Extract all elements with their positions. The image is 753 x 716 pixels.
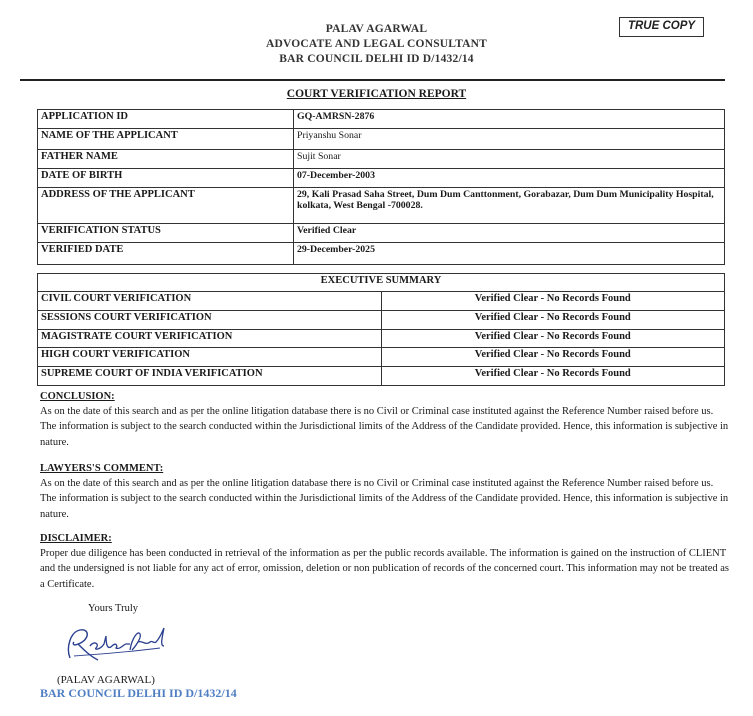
court-label: MAGISTRATE COURT VERIFICATION [38,330,382,348]
lawyers-comment-heading: LAWYERS'S COMMENT: [40,463,164,474]
court-label: SESSIONS COURT VERIFICATION [38,311,382,330]
table-row [38,188,725,224]
field-label: VERIFICATION STATUS [38,224,294,243]
field-value: Verified Clear [294,224,725,243]
disclaimer-section [40,531,730,592]
court-label: SUPREME COURT OF INDIA VERIFICATION [38,367,382,386]
conclusion-text: As on the date of this search and as per the online litigation database there is no Civil or Criminal case instituted against the Reference Number raised before us. The information is subject to the search conducted within the Jurisdictional limits of the Address of the Candidate provided. Hence, this information is subjective in nature. [40,406,729,448]
court-result: Verified Clear - No Records Found [381,292,725,311]
footer-bar-council-id: BAR COUNCIL DELHI ID D/1432/14 [40,686,237,700]
field-value: Sujit Sonar [294,150,725,169]
report-title: COURT VERIFICATION REPORT [286,88,467,100]
summary-heading: EXECUTIVE SUMMARY [38,274,725,292]
field-label: DATE OF BIRTH [38,169,294,188]
conclusion-section [40,389,730,450]
field-value: GQ-AMRSN-2876 [294,110,725,129]
court-result: Verified Clear - No Records Found [381,311,725,330]
table-row [38,150,725,169]
field-label: VERIFIED DATE [38,243,294,265]
field-label: FATHER NAME [38,150,294,169]
table-row [38,169,725,188]
signatory-name: (PALAV AGARWAL) [57,674,155,686]
lawyers-comment-section [40,461,730,522]
table-row [38,311,725,330]
handwritten-signature [60,620,170,666]
conclusion-heading: CONCLUSION: [40,391,115,402]
field-value: 07-December-2003 [294,169,725,188]
court-label: CIVIL COURT VERIFICATION [38,292,382,311]
true-copy-stamp: TRUE COPY [619,17,704,37]
table-row [38,367,725,386]
court-label: HIGH COURT VERIFICATION [38,348,382,367]
applicant-details-table [37,109,725,265]
header-divider [20,79,725,81]
field-label: NAME OF THE APPLICANT [38,129,294,150]
table-header-row [38,274,725,292]
table-row [38,330,725,348]
table-row [38,224,725,243]
field-label: APPLICATION ID [38,110,294,129]
table-row [38,348,725,367]
court-result: Verified Clear - No Records Found [381,348,725,367]
executive-summary-table [37,273,725,386]
court-result: Verified Clear - No Records Found [381,330,725,348]
field-value: Priyanshu Sonar [294,129,725,150]
field-value: 29-December-2025 [294,243,725,265]
table-row [38,292,725,311]
table-row [38,110,725,129]
field-value: 29, Kali Prasad Saha Street, Dum Dum Canttonment, Gorabazar, Dum Dum Municipality Hospital, kolkata, West Bengal -700028. [294,188,725,224]
lawyers-comment-text: As on the date of this search and as per the online litigation database there is no Civil or Criminal case instituted against the Reference Number raised before us. The information is subject to the search conducted within the Jurisdictional limits of the Address of the Candidate provided. Hence, this information is subjective in nature. [40,478,729,520]
table-row [38,243,725,265]
advocate-name: PALAV AGARWAL [325,23,428,35]
disclaimer-text: Proper due diligence has been conducted in retrieval of the information as per the public records available. The information is gained on the instruction of CLIENT and the undersigned is not liable for any act of error, omission, deletion or non publication of records of the concerned court. This information may not be treated as a Certificate. [40,548,729,590]
advocate-title: ADVOCATE AND LEGAL CONSULTANT [265,38,488,50]
yours-truly: Yours Truly [88,603,139,614]
disclaimer-heading: DISCLAIMER: [40,533,112,544]
court-result: Verified Clear - No Records Found [381,367,725,386]
bar-council-id: BAR COUNCIL DELHI ID D/1432/14 [279,53,474,65]
field-label: ADDRESS OF THE APPLICANT [38,188,294,224]
table-row [38,129,725,150]
